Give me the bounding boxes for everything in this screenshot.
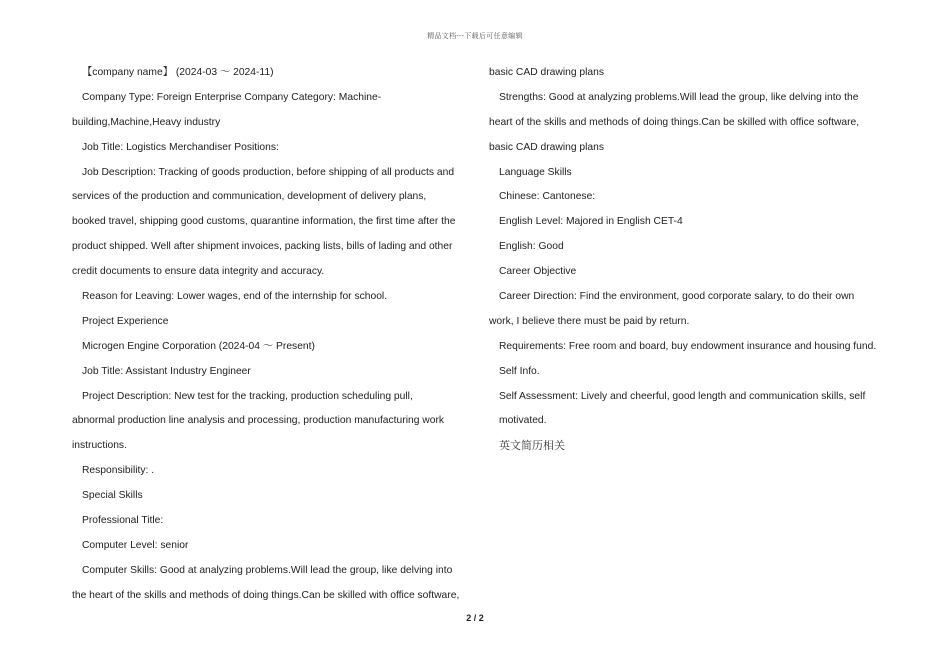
text-line: basic CAD drawing plans: [489, 141, 605, 153]
text-line: Computer Level: senior: [82, 539, 189, 551]
text-line: Requirements: Free room and board, buy endowment insurance and housing fund.: [499, 340, 877, 352]
text-line: Responsibility: .: [82, 465, 155, 477]
text-line: product shipped. Well after shipment invoices, packing lists, bills of lading and other: [72, 241, 453, 253]
text-line: Computer Skills: Good at analyzing problems.Will lead the group, like delving into: [82, 564, 453, 576]
text-line: booked travel, shipping good customs, quarantine information, the first time after the: [72, 216, 456, 228]
text-line: motivated.: [499, 415, 547, 427]
text-line: Career Objective: [499, 266, 577, 278]
text-line: Chinese: Cantonese:: [499, 191, 596, 203]
text-line: Strengths: Good at analyzing problems.Will lead the group, like delving into the: [499, 91, 859, 103]
text-line: English Level: Majored in English CET-4: [499, 216, 683, 228]
text-line: Microgen Engine Corporation (2024-04 ～ Present): [82, 340, 315, 352]
text-line: building,Machine,Heavy industry: [72, 116, 221, 128]
text-line: Self Info.: [499, 365, 540, 377]
text-line: Self Assessment: Lively and cheerful, good length and communication skills, self: [499, 390, 866, 402]
text-line: instructions.: [72, 440, 127, 452]
text-line: the heart of the skills and methods of doing things.Can be skilled with office software,: [72, 589, 460, 601]
text-line: Language Skills: [499, 166, 572, 178]
text-line: heart of the skills and methods of doing things.Can be skilled with office software,: [489, 116, 860, 128]
text-line: English: Good: [499, 241, 564, 253]
text-line: Reason for Leaving: Lower wages, end of the internship for school.: [82, 291, 388, 303]
text-line: 【company name】 (2024-03 ～ 2024-11): [82, 67, 274, 78]
page-header: 精品文档---下载后可任意编辑: [427, 32, 523, 40]
text-line: Professional Title:: [82, 515, 164, 527]
text-line: Job Description: Tracking of goods production, before shipping of all products and: [82, 166, 455, 178]
text-line: work, I believe there must be paid by return.: [489, 315, 690, 327]
text-line: Project Description: New test for the tracking, production scheduling pull,: [82, 390, 413, 402]
text-line: 英文简历相关: [499, 439, 565, 453]
text-line: credit documents to ensure data integrity and accuracy.: [72, 266, 325, 278]
text-line: Company Type: Foreign Enterprise Company Category: Machine-: [82, 91, 382, 103]
text-line: Career Direction: Find the environment, good corporate salary, to do their own: [499, 291, 855, 303]
text-line: abnormal production line analysis and processing, production manufacturing work: [72, 415, 445, 427]
text-line: Project Experience: [82, 315, 169, 327]
text-line: basic CAD drawing plans: [489, 67, 605, 78]
page-number: 2 / 2: [466, 613, 484, 623]
text-line: Job Title: Logistics Merchandiser Positions:: [82, 141, 279, 153]
right-text-column: [489, 61, 889, 459]
text-line: services of the production and communication, development of delivery plans,: [72, 191, 427, 203]
left-text-column: [72, 61, 472, 609]
text-line: Job Title: Assistant Industry Engineer: [82, 365, 251, 377]
text-line: Special Skills: [82, 490, 143, 502]
